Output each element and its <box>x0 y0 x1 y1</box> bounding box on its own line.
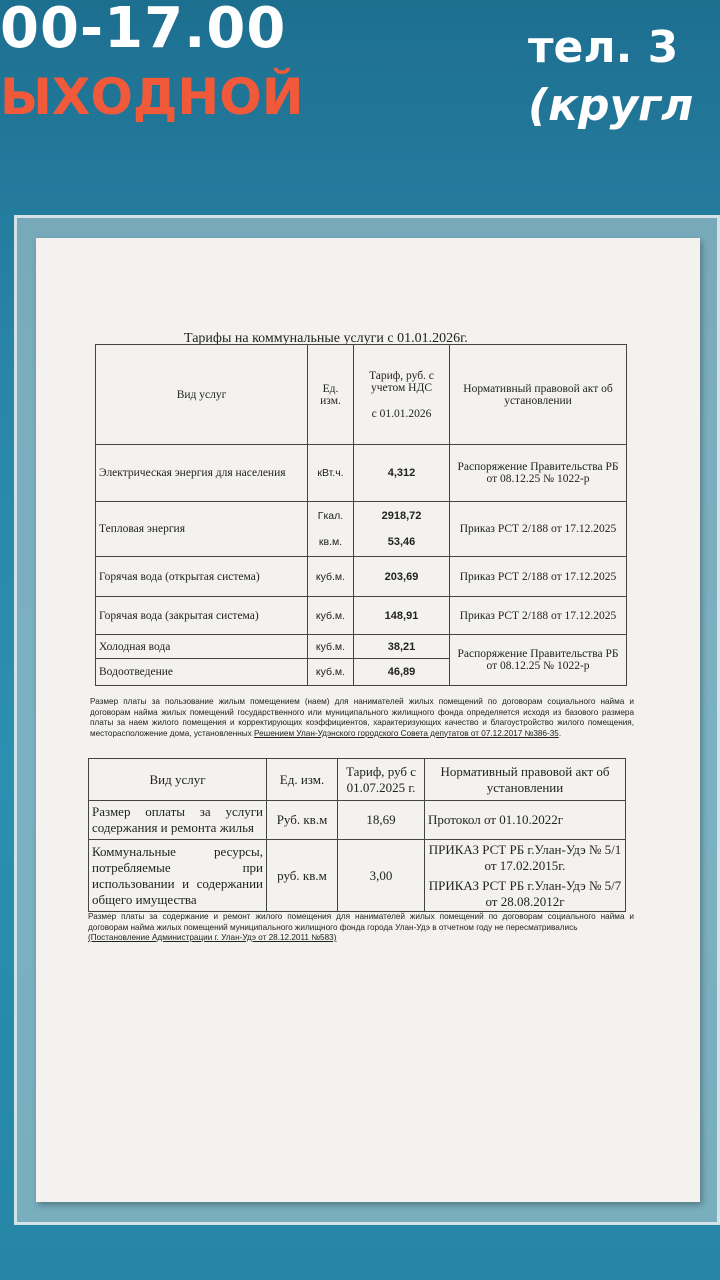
act-cell: Приказ РСТ 2/188 от 17.12.2025 <box>450 557 627 597</box>
service-cell: Холодная вода <box>96 635 308 659</box>
service-cell: Водоотведение <box>96 659 308 686</box>
tariffs-table <box>95 344 627 686</box>
unit-cell: руб. кв.м <box>267 840 338 912</box>
unit-gcal: Гкал. <box>317 510 344 522</box>
unit-cell: кВт.ч. <box>308 445 354 502</box>
table-header-row <box>89 759 626 801</box>
note2-text: Размер платы за содержание и ремонт жилого помещения для нанимателей жилых помещений по договорам социального найма и договорам найма жилых помещений муниципального жилищного фонда города Улан-Удэ в отчетном году не пересматривались <box>88 912 634 932</box>
unit-cell <box>308 502 354 557</box>
header-act: Нормативный правовой акт об установлении <box>450 345 627 445</box>
phone-label: тел. 3 <box>528 22 679 73</box>
day-off-text: ЫХОДНОЙ <box>0 68 304 126</box>
round-the-clock-label: (кругл <box>528 80 694 131</box>
value-cell: 3,00 <box>338 840 425 912</box>
header-tariff <box>354 345 450 445</box>
table-header-row <box>96 345 627 445</box>
note1-text: Размер платы за пользование жилым помещением (наем) для нанимателей жилых помещений по договорам социального найма и договорам найма жилых помещений государственного или муниципального жилищного фонда определяется исходя из базового размера платы за наем жилого помещения и корректирующих коэффициентов, характеризующих качество и благоустройство жилого помещения, месторасположение дома, установленных <box>90 697 634 738</box>
header-tariff: Тариф, руб с 01.07.2025 г. <box>338 759 425 801</box>
table-row <box>96 597 627 635</box>
note1-reference: Решением Улан-Удэнского городского Совета депутатов от 07.12.2017 №386-35 <box>254 728 559 738</box>
value-cell: 38,21 <box>354 635 450 659</box>
table-row <box>89 840 626 912</box>
notice-title: Тарифы на коммунальные услуги с 01.01.2026г. <box>184 331 468 346</box>
header-unit: Ед. изм. <box>267 759 338 801</box>
table-row <box>96 445 627 502</box>
service-cell: Размер оплаты за услуги содержания и ремонта жилья <box>89 801 267 840</box>
act-order-2: ПРИКАЗ РСТ РБ г.Улан-Удэ № 5/7 от 28.08.2012г <box>428 877 622 909</box>
maintenance-table <box>88 758 626 912</box>
service-cell: Тепловая энергия <box>96 502 308 557</box>
header-unit: Ед. изм. <box>308 345 354 445</box>
value-cell: 203,69 <box>354 557 450 597</box>
unit-cell: куб.м. <box>308 659 354 686</box>
act-order-1: ПРИКАЗ РСТ РБ г.Улан-Удэ № 5/1 от 17.02.2015г. <box>428 841 622 873</box>
table-row <box>96 502 627 557</box>
act-cell: Распоряжение Правительства РБ от 08.12.25 № 1022-р <box>450 635 627 686</box>
unit-cell: Руб. кв.м <box>267 801 338 840</box>
rent-payment-note <box>90 697 634 739</box>
maintenance-payment-note <box>88 912 634 944</box>
act-cell: Протокол от 01.10.2022г <box>425 801 626 840</box>
working-hours-text: 00-17.00 <box>0 0 287 61</box>
service-cell: Горячая вода (открытая система) <box>96 557 308 597</box>
service-cell: Электрическая энергия для населения <box>96 445 308 502</box>
value-sqm: 53,46 <box>387 536 416 548</box>
value-cell: 18,69 <box>338 801 425 840</box>
note1-end: . <box>558 728 562 738</box>
header-service: Вид услуг <box>89 759 267 801</box>
act-cell <box>425 840 626 912</box>
unit-cell: куб.м. <box>308 635 354 659</box>
table-row <box>96 635 627 659</box>
note2-reference: (Постановление Администрации г. Улан-Удэ от 28.12.2011 №583) <box>88 933 337 942</box>
act-cell: Приказ РСТ 2/188 от 17.12.2025 <box>450 502 627 557</box>
table-row <box>89 801 626 840</box>
value-cell: 148,91 <box>354 597 450 635</box>
service-cell: Коммунальные ресурсы, потребляемые при использовании и содержании общего имущества <box>89 840 267 912</box>
value-cell: 46,89 <box>354 659 450 686</box>
unit-cell: куб.м. <box>308 557 354 597</box>
value-cell <box>354 502 450 557</box>
act-cell: Распоряжение Правительства РБ от 08.12.25 № 1022-р <box>450 445 627 502</box>
unit-sqm: кв.м. <box>318 536 343 548</box>
header-tariff-date: с 01.01.2026 <box>371 407 432 420</box>
value-gcal: 2918,72 <box>381 510 422 522</box>
unit-cell: куб.м. <box>308 597 354 635</box>
act-cell: Приказ РСТ 2/188 от 17.12.2025 <box>450 597 627 635</box>
value-cell: 4,312 <box>354 445 450 502</box>
service-cell: Горячая вода (закрытая система) <box>96 597 308 635</box>
header-act: Нормативный правовой акт об установлении <box>425 759 626 801</box>
table-row <box>96 557 627 597</box>
header-service: Вид услуг <box>96 345 308 445</box>
header-tariff-label: Тариф, руб. с учетом НДС <box>369 369 434 394</box>
